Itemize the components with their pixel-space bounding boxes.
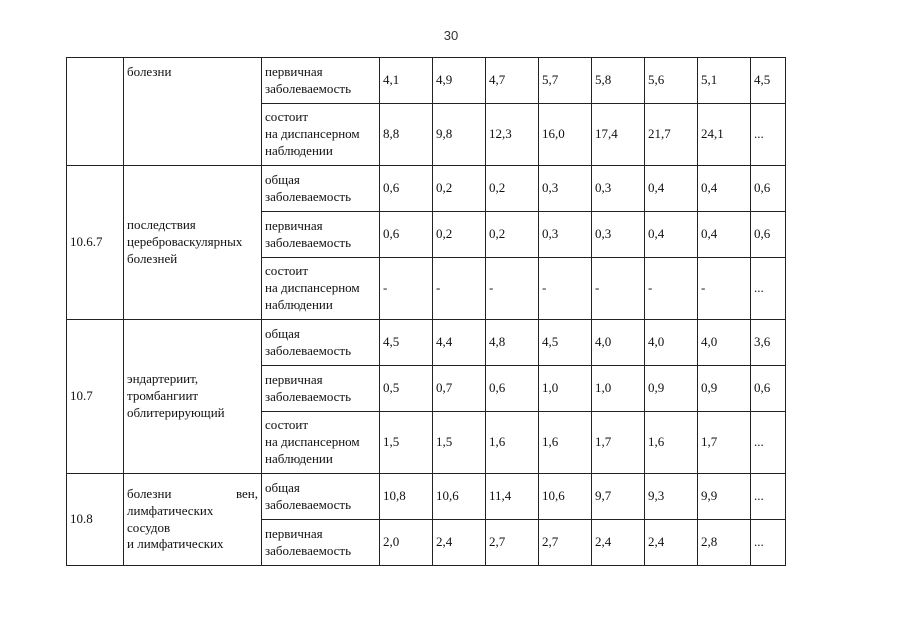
indicator-label: состоит на диспансерном наблюдении <box>262 104 380 166</box>
value-cell: 4,5 <box>539 320 592 366</box>
value-cell: ... <box>751 520 786 566</box>
value-cell: 0,7 <box>433 366 486 412</box>
value-cell: 0,9 <box>698 366 751 412</box>
value-cell: 4,9 <box>433 58 486 104</box>
value-cell: 16,0 <box>539 104 592 166</box>
value-cell: - <box>486 258 539 320</box>
value-cell: 0,3 <box>592 166 645 212</box>
value-cell: 0,3 <box>539 166 592 212</box>
value-cell: 5,7 <box>539 58 592 104</box>
value-cell: ... <box>751 412 786 474</box>
value-cell: 10,6 <box>539 474 592 520</box>
value-cell: 4,0 <box>592 320 645 366</box>
value-cell: - <box>380 258 433 320</box>
value-cell: - <box>433 258 486 320</box>
value-cell: 4,7 <box>486 58 539 104</box>
value-cell: 1,6 <box>486 412 539 474</box>
value-cell: 0,6 <box>751 366 786 412</box>
table-row <box>67 474 786 520</box>
value-cell: 1,0 <box>539 366 592 412</box>
value-cell: ... <box>751 104 786 166</box>
value-cell: 12,3 <box>486 104 539 166</box>
value-cell: 24,1 <box>698 104 751 166</box>
value-cell: 10,8 <box>380 474 433 520</box>
value-cell: - <box>539 258 592 320</box>
table-row <box>67 58 786 104</box>
value-cell: 0,4 <box>645 166 698 212</box>
value-cell: 2,4 <box>592 520 645 566</box>
value-cell: 9,9 <box>698 474 751 520</box>
disease-name: последствия цереброваскулярных болезней <box>124 166 262 320</box>
section-code <box>67 58 124 166</box>
value-cell: 2,0 <box>380 520 433 566</box>
disease-name: болезни <box>124 58 262 166</box>
value-cell: 0,6 <box>380 166 433 212</box>
value-cell: 9,7 <box>592 474 645 520</box>
value-cell: 5,8 <box>592 58 645 104</box>
value-cell: 0,2 <box>433 166 486 212</box>
value-cell: 4,1 <box>380 58 433 104</box>
value-cell: 1,7 <box>698 412 751 474</box>
table-row <box>67 320 786 366</box>
value-cell: 3,6 <box>751 320 786 366</box>
value-cell: 0,3 <box>592 212 645 258</box>
value-cell: 4,8 <box>486 320 539 366</box>
value-cell: 2,4 <box>433 520 486 566</box>
indicator-label: общая заболеваемость <box>262 474 380 520</box>
value-cell: 0,2 <box>486 166 539 212</box>
indicator-label: состоит на диспансерном наблюдении <box>262 258 380 320</box>
indicator-label: общая заболеваемость <box>262 166 380 212</box>
value-cell: 4,4 <box>433 320 486 366</box>
value-cell: 0,6 <box>486 366 539 412</box>
indicator-label: первичная заболеваемость <box>262 520 380 566</box>
value-cell: 1,6 <box>539 412 592 474</box>
value-cell: 1,0 <box>592 366 645 412</box>
value-cell: 1,6 <box>645 412 698 474</box>
value-cell: 11,4 <box>486 474 539 520</box>
value-cell: 0,6 <box>751 166 786 212</box>
value-cell: 0,5 <box>380 366 433 412</box>
value-cell: 4,0 <box>645 320 698 366</box>
value-cell: 0,6 <box>751 212 786 258</box>
value-cell: 4,5 <box>751 58 786 104</box>
value-cell: 0,3 <box>539 212 592 258</box>
value-cell: 0,2 <box>433 212 486 258</box>
disease-name: эндартериит, тромбангиит облитерирующий <box>124 320 262 474</box>
section-code: 10.8 <box>67 474 124 566</box>
value-cell: - <box>592 258 645 320</box>
value-cell: 1,5 <box>433 412 486 474</box>
value-cell: 5,6 <box>645 58 698 104</box>
value-cell: 0,9 <box>645 366 698 412</box>
value-cell: 9,8 <box>433 104 486 166</box>
section-code: 10.6.7 <box>67 166 124 320</box>
value-cell: ... <box>751 474 786 520</box>
value-cell: 21,7 <box>645 104 698 166</box>
indicator-label: состоит на диспансерном наблюдении <box>262 412 380 474</box>
value-cell: - <box>645 258 698 320</box>
value-cell: 8,8 <box>380 104 433 166</box>
value-cell: 2,4 <box>645 520 698 566</box>
value-cell: 5,1 <box>698 58 751 104</box>
value-cell: 0,4 <box>645 212 698 258</box>
value-cell: 1,7 <box>592 412 645 474</box>
indicator-label: первичная заболеваемость <box>262 58 380 104</box>
value-cell: 2,8 <box>698 520 751 566</box>
disease-name: болезни вен, лимфатических сосудов и лимфатических <box>124 474 262 566</box>
indicator-label: первичная заболеваемость <box>262 212 380 258</box>
value-cell: ... <box>751 258 786 320</box>
value-cell: 4,0 <box>698 320 751 366</box>
value-cell: 0,2 <box>486 212 539 258</box>
value-cell: 2,7 <box>539 520 592 566</box>
value-cell: 0,4 <box>698 166 751 212</box>
value-cell: 1,5 <box>380 412 433 474</box>
indicator-label: первичная заболеваемость <box>262 366 380 412</box>
value-cell: 0,4 <box>698 212 751 258</box>
value-cell: 2,7 <box>486 520 539 566</box>
section-code: 10.7 <box>67 320 124 474</box>
value-cell: 0,6 <box>380 212 433 258</box>
morbidity-table <box>66 57 786 566</box>
page-number: 30 <box>443 28 459 43</box>
value-cell: - <box>698 258 751 320</box>
indicator-label: общая заболеваемость <box>262 320 380 366</box>
value-cell: 4,5 <box>380 320 433 366</box>
value-cell: 9,3 <box>645 474 698 520</box>
table-row <box>67 166 786 212</box>
value-cell: 10,6 <box>433 474 486 520</box>
value-cell: 17,4 <box>592 104 645 166</box>
